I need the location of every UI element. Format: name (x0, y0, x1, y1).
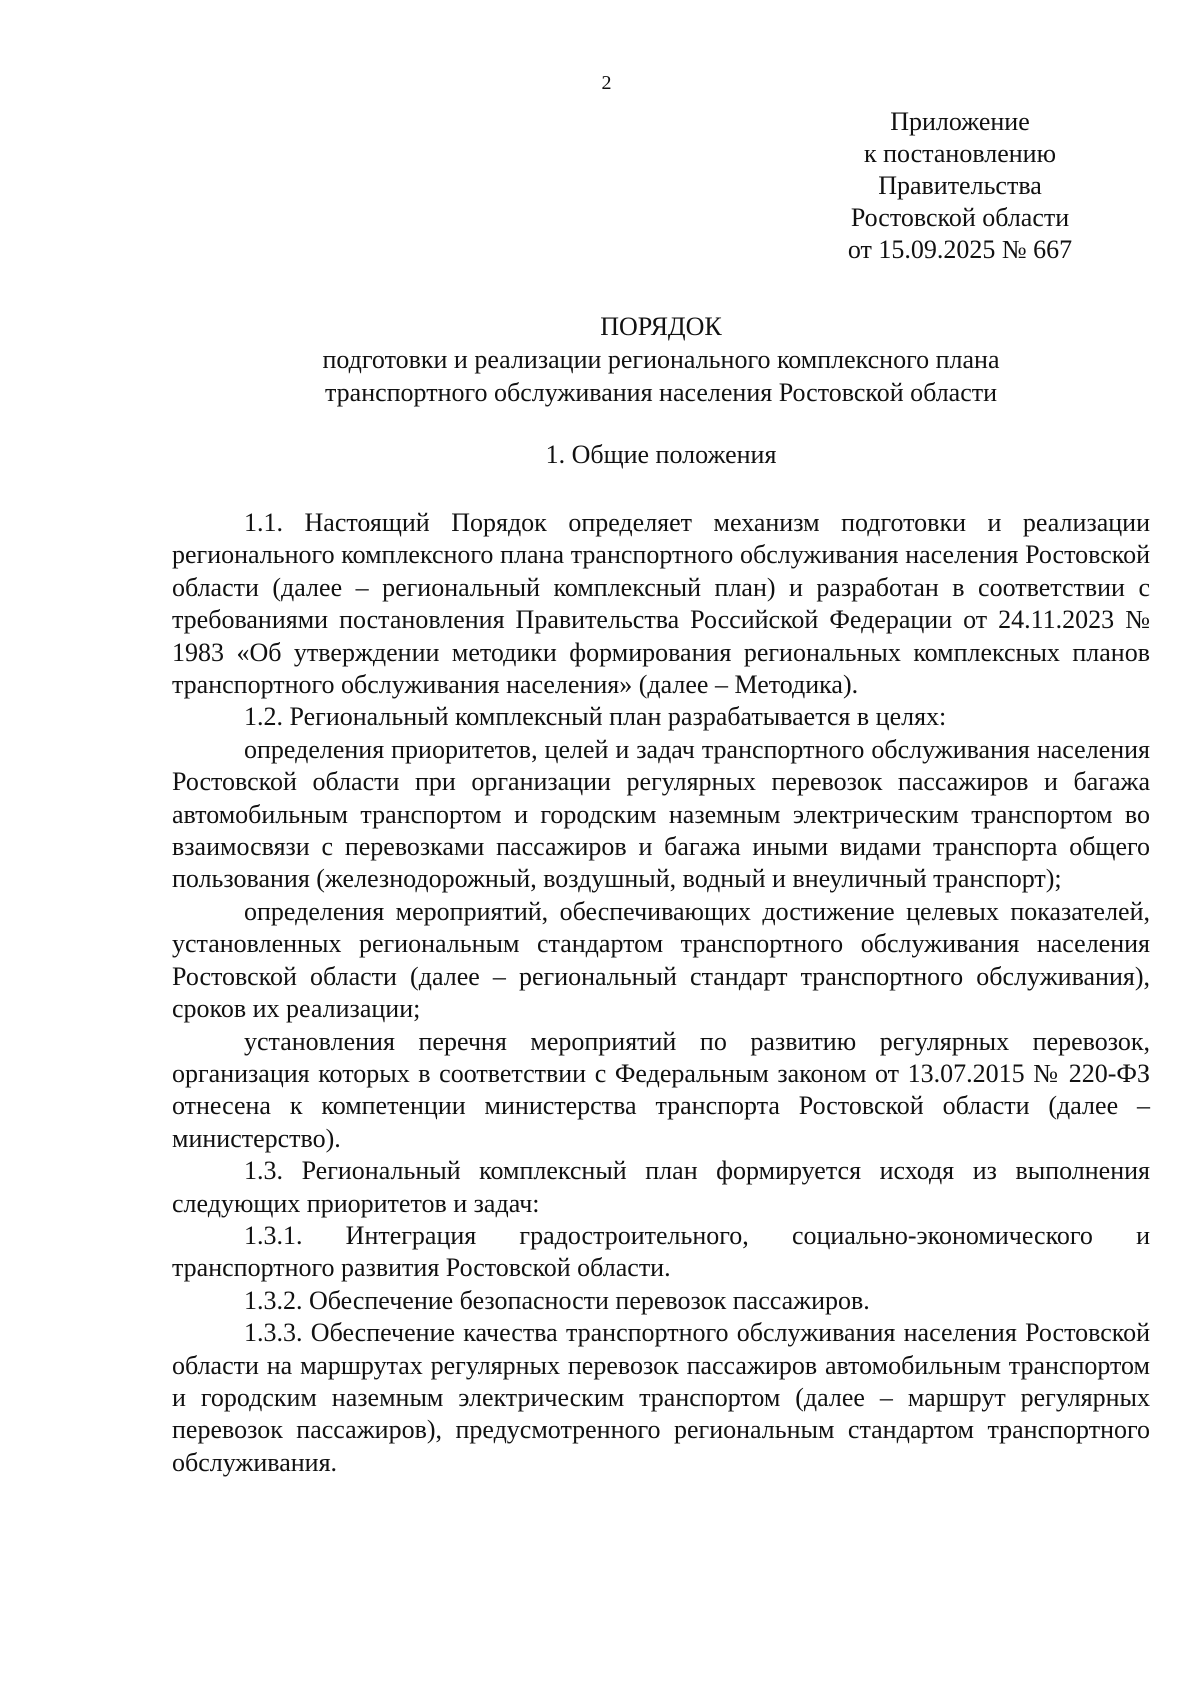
appendix-line-5: от 15.09.2025 № 667 (847, 235, 1073, 264)
document-subtitle-line-2: транспортного обслуживания населения Ростовской области (324, 378, 998, 407)
appendix-line-3: Правительства (878, 171, 1042, 200)
paragraph-1-2: 1.2. Региональный комплексный план разрабатывается в целях: (244, 702, 947, 732)
appendix-line-4: Ростовской области (850, 203, 1070, 232)
paragraph-1-3: 1.3. Региональный комплексный план формируется исходя из выполнения следующих приоритетов и задач: (172, 1156, 1150, 1218)
paragraph-goal-priorities: определения приоритетов, целей и задач транспортного обслуживания населения Ростовской области при организации регулярных перевозок пассажиров и багажа автомобильным транспортом и городским наземным электрическим транспортом во взаимосвязи с перевозками пассажиров и багажа иными видами транспорта общего пользования (железнодорожный, воздушный, водный и внеуличный транспорт); (172, 734, 1150, 894)
document-subtitle-line-1: подготовки и реализации регионального комплексного плана (322, 345, 1000, 374)
paragraph-1-3-3: 1.3.3. Обеспечение качества транспортного обслуживания населения Ростовской области на маршрутах регулярных перевозок пассажиров автомобильным транспортом и городским наземным электрическим транспортом (далее – маршрут регулярных перевозок пассажиров), предусмотренного региональным стандартом транспортного обслуживания. (172, 1318, 1150, 1477)
appendix-block (840, 106, 1080, 266)
appendix-line-2: к постановлению (863, 139, 1057, 168)
paragraph-1-3-2: 1.3.2. Обеспечение безопасности перевозок пассажиров. (244, 1285, 870, 1315)
paragraph-1-3-1: 1.3.1. Интеграция градостроительного, социально-экономического и транспортного развития Ростовской области. (172, 1220, 1150, 1283)
paragraph-1-1: 1.1. Настоящий Порядок определяет механизм подготовки и реализации регионального комплексного плана транспортного обслуживания населения Ростовской области (далее – региональный комплексный план) и разработан в соответствии с требованиями постановления Правительства Российской Федерации от 24.11.2023 № 1983 «Об утверждении методики формирования региональных комплексных планов транспортного обслуживания населения» (далее – Методика). (172, 508, 1150, 700)
paragraph-goal-measures: определения мероприятий, обеспечивающих достижение целевых показателей, установленных региональным стандартом транспортного обслуживания населения Ростовской области (далее – региональный стандарт транспортного обслуживания), сроков их реализации; (172, 896, 1150, 1024)
body-text (172, 507, 1150, 1479)
document-title: ПОРЯДОК (600, 312, 722, 341)
page-number: 2 (601, 72, 612, 94)
document-title-block (170, 310, 1152, 409)
appendix-line-1: Приложение (890, 107, 1030, 136)
section-heading: 1. Общие положения (545, 440, 777, 469)
paragraph-goal-list: установления перечня мероприятий по развитию регулярных перевозок, организация которых в соответствии с Федеральным законом от 13.07.2015 № 220-ФЗ отнесена к компетенции министерства транспорта Ростовской области (далее – министерство). (172, 1026, 1150, 1153)
